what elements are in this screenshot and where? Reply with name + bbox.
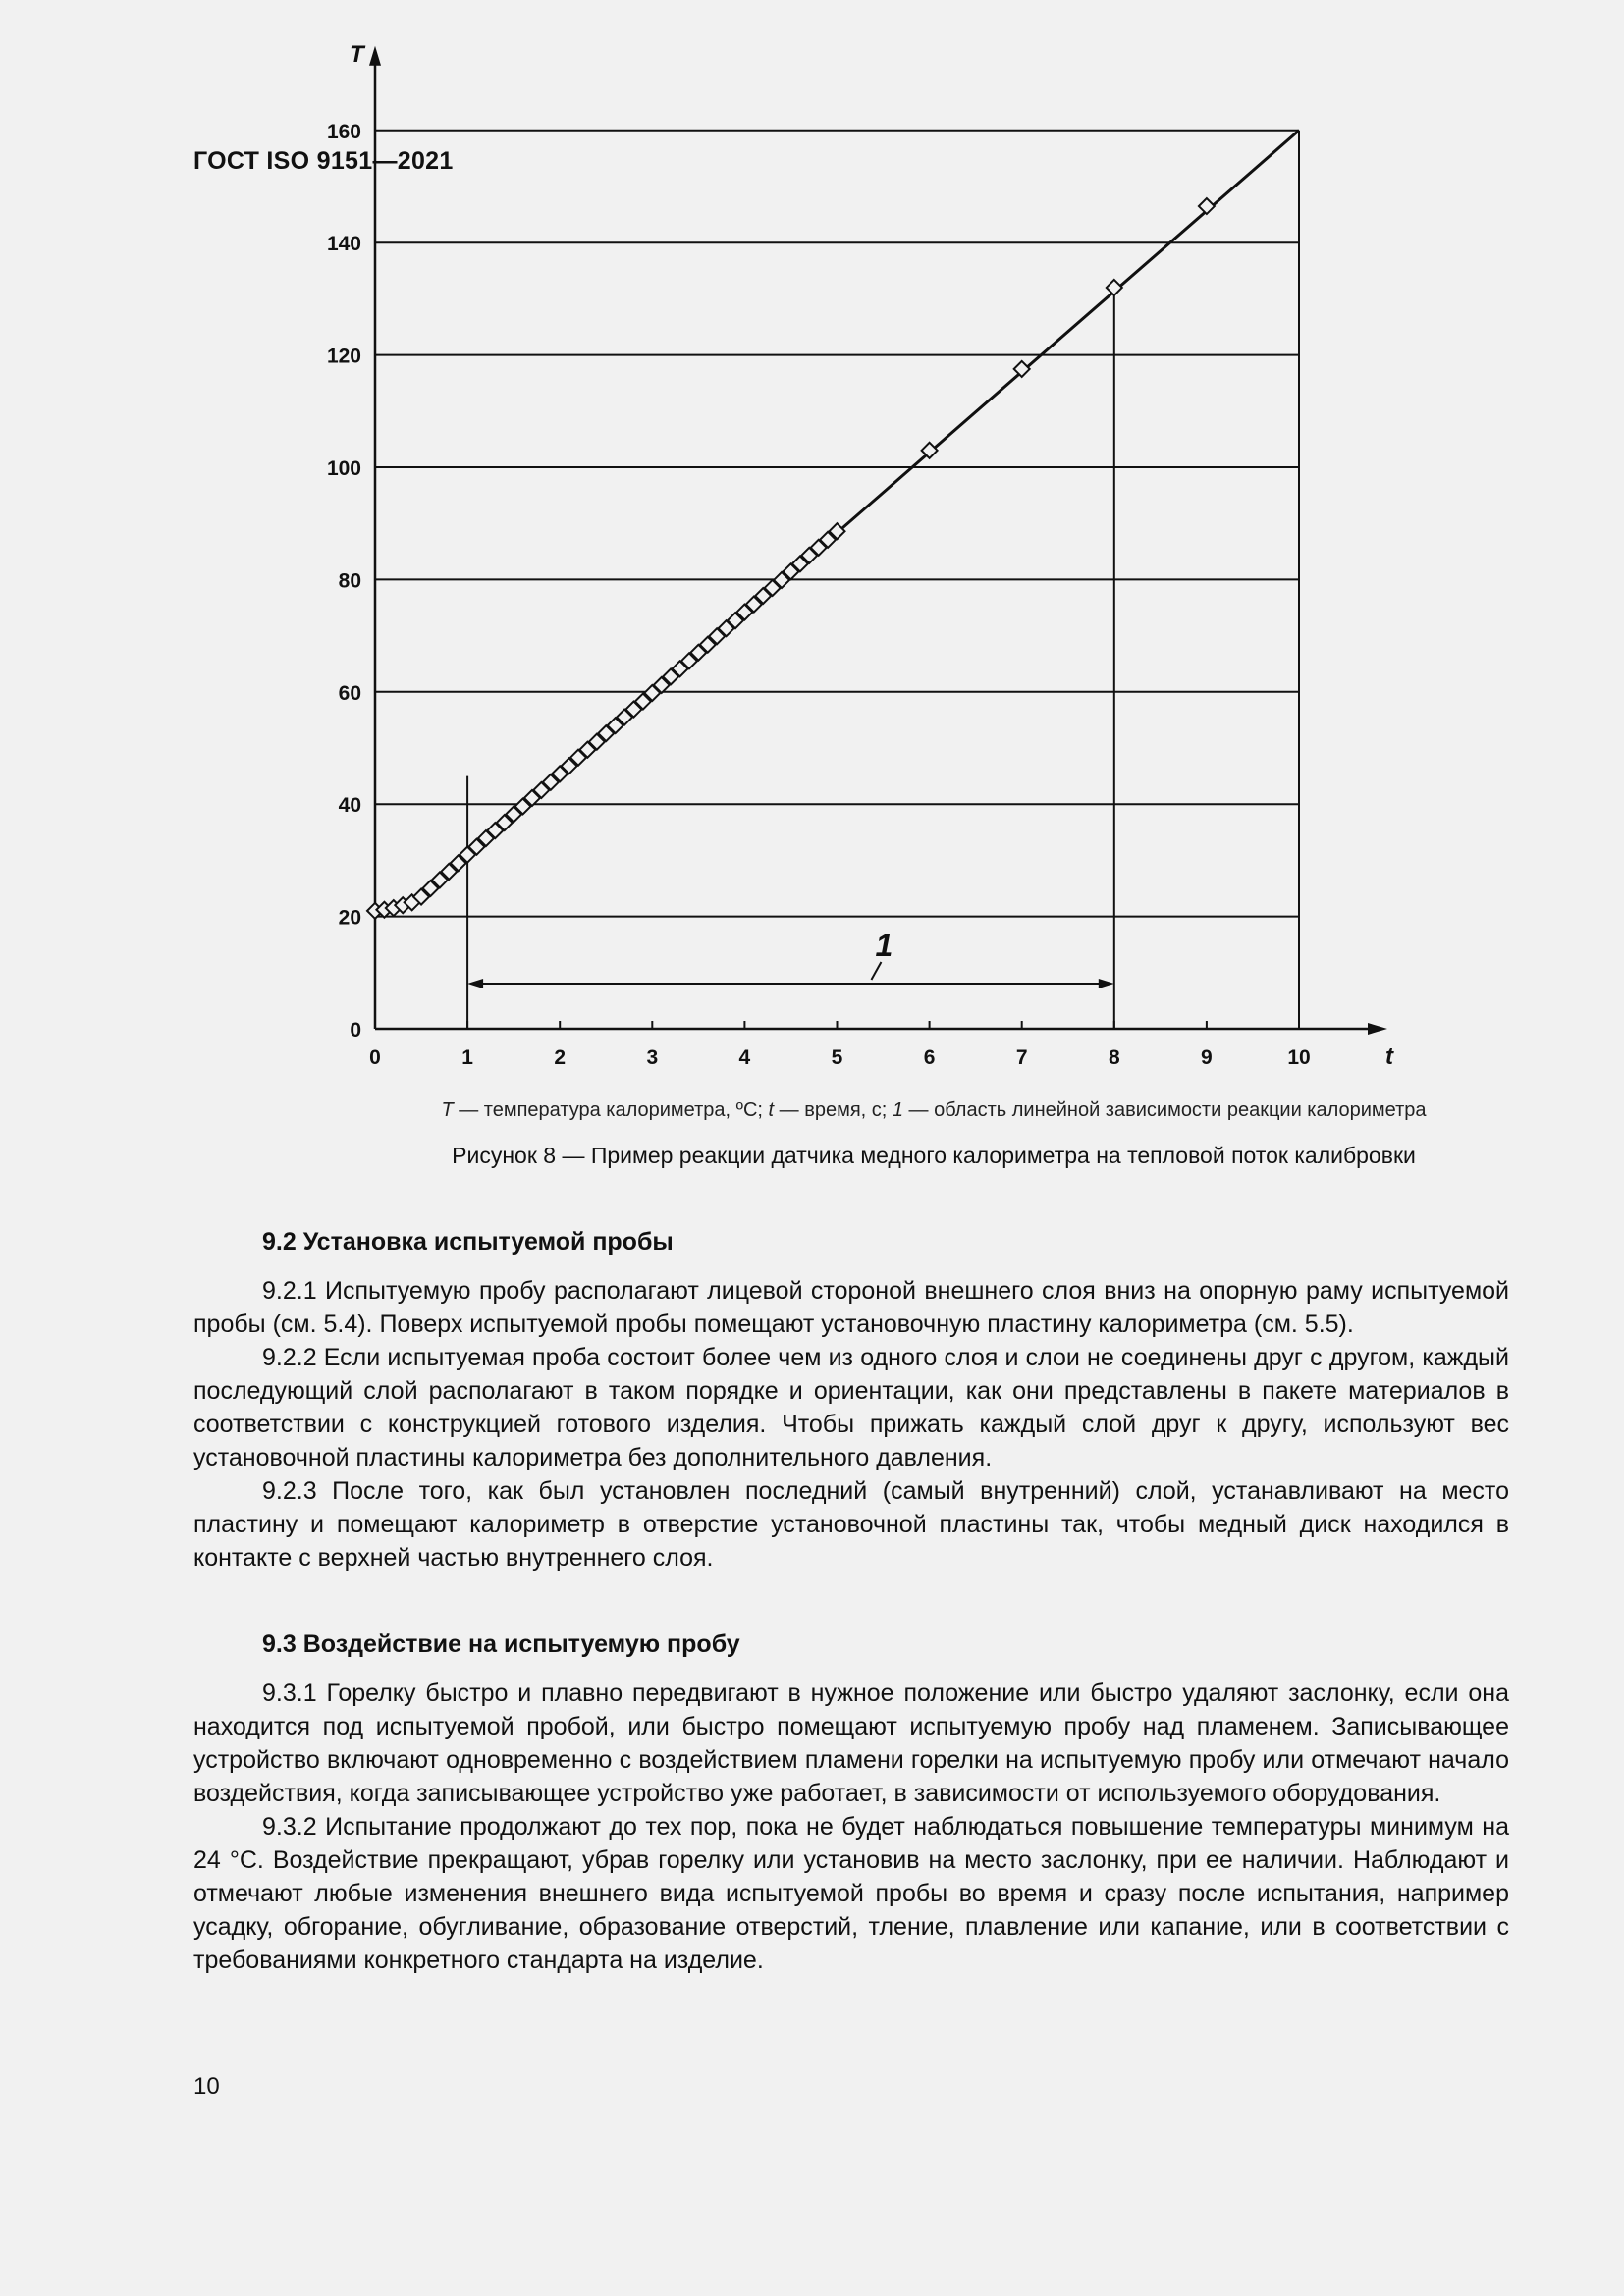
x-tick-label: 6 (923, 1046, 936, 1069)
x-tick-label: 10 (1287, 1046, 1311, 1069)
x-tick-label: 9 (1201, 1046, 1213, 1069)
legend-1-symbol: 1 (892, 1099, 903, 1121)
figure-caption: Рисунок 8 — Пример реакции датчика медного калориметра на тепловой поток калибровки (452, 1143, 1416, 1168)
y-tick-label: 140 (326, 233, 361, 256)
annotation-leader (871, 962, 881, 980)
y-tick-label: 0 (350, 1019, 361, 1041)
paragraph-9-2-2: 9.2.2 Если испытуемая проба состоит более чем из одного слоя и слои не соединены друг с другом, каждый последующий слой располагают в таком порядке и ориентации, как они представлены в пакете материалов в соответствии с конструкцией готового изделия. Чтобы прижать каждый слой друг к другу, используют вес установочной пластины калориметра без дополнительного давления. (193, 1344, 1509, 1471)
legend-t-text: — время, с; (774, 1099, 893, 1121)
x-tick-label: 3 (646, 1046, 659, 1069)
section-9-3 (193, 1628, 1509, 1977)
legend-T-symbol: T (441, 1099, 454, 1121)
data-point (1107, 280, 1122, 295)
x-tick-label: 1 (461, 1046, 473, 1069)
y-tick-label: 100 (326, 457, 361, 480)
series-line (375, 131, 1299, 911)
data-point (1199, 198, 1215, 214)
x-tick-label: 5 (831, 1046, 843, 1069)
paragraph-9-3-1: 9.3.1 Горелку быстро и плавно передвигают в нужное положение или быстро удаляют заслонку, если она находится под испытуемой пробой, или быстро помещают испытуемую пробу над пламенем. Записывающее устройство включают одновременно с воздействием пламени горелки на испытуемую пробу или отмечают начало воздействия, когда записывающее устройство уже работает, в зависимости от используемого оборудования. (193, 1680, 1509, 1807)
y-axis-label: T (350, 40, 364, 68)
y-tick-label: 40 (338, 794, 361, 818)
legend-T-text: — температура калориметра, ºС; (453, 1099, 769, 1121)
section-9-3-title: 9.3 Воздействие на испытуемую пробу (262, 1630, 740, 1658)
y-axis-arrow (369, 46, 381, 66)
x-axis-arrow (1368, 1023, 1387, 1035)
figure-legend (0, 1099, 1624, 1122)
document-header: ГОСТ ISO 9151—2021 (193, 147, 454, 175)
y-tick-label: 20 (338, 906, 361, 930)
section-9-2-title: 9.2 Установка испытуемой пробы (262, 1228, 674, 1255)
x-tick-label: 4 (738, 1046, 751, 1069)
page-number: 10 (193, 2073, 220, 2100)
data-point (1014, 361, 1030, 377)
paragraph-9-2-1: 9.2.1 Испытуемую пробу располагают лицевой стороной внешнего слоя вниз на опорную раму испытуемой пробы (см. 5.4). Поверх испытуемой пробы помещают установочную пластину калориметра (см. 5.5). (193, 1277, 1509, 1338)
legend-1-text: — область линейной зависимости реакции калориметра (903, 1099, 1427, 1121)
y-tick-label: 60 (338, 681, 361, 705)
range-arrow-right (1099, 979, 1114, 988)
section-9-2 (193, 1225, 1509, 1575)
range-arrow-left (467, 979, 483, 988)
y-tick-label: 120 (326, 345, 361, 368)
x-tick-label: 7 (1015, 1046, 1028, 1069)
annotation-label: 1 (875, 928, 893, 963)
x-tick-label: 2 (554, 1046, 567, 1069)
y-tick-label: 160 (326, 120, 361, 143)
paragraph-9-3-2: 9.3.2 Испытание продолжают до тех пор, пока не будет наблюдаться повышение температуры минимум на 24 °С. Воздействие прекращают, убрав горелку или установив на место заслонку, при ее наличии. Наблюдают и отмечают любые изменения внешнего вида испытуемой пробы во время и сразу после испытания, например усадку, обгорание, обугливание, образование отверстий, тление, плавление или капание, или в соответствии с требованиями конкретного стандарта на изделие. (193, 1813, 1509, 1974)
x-tick-label: 0 (369, 1046, 381, 1069)
x-axis-label: t (1385, 1043, 1393, 1070)
x-tick-label: 8 (1108, 1046, 1120, 1069)
paragraph-9-2-3: 9.2.3 После того, как был установлен последний (самый внутренний) слой, устанавливают на место пластину и помещают калориметр в отверстие установочной пластины так, чтобы медный диск находился в контакте с верхней частью внутреннего слоя. (193, 1477, 1509, 1572)
y-tick-label: 80 (338, 569, 361, 593)
legend-t-symbol: t (768, 1099, 775, 1121)
